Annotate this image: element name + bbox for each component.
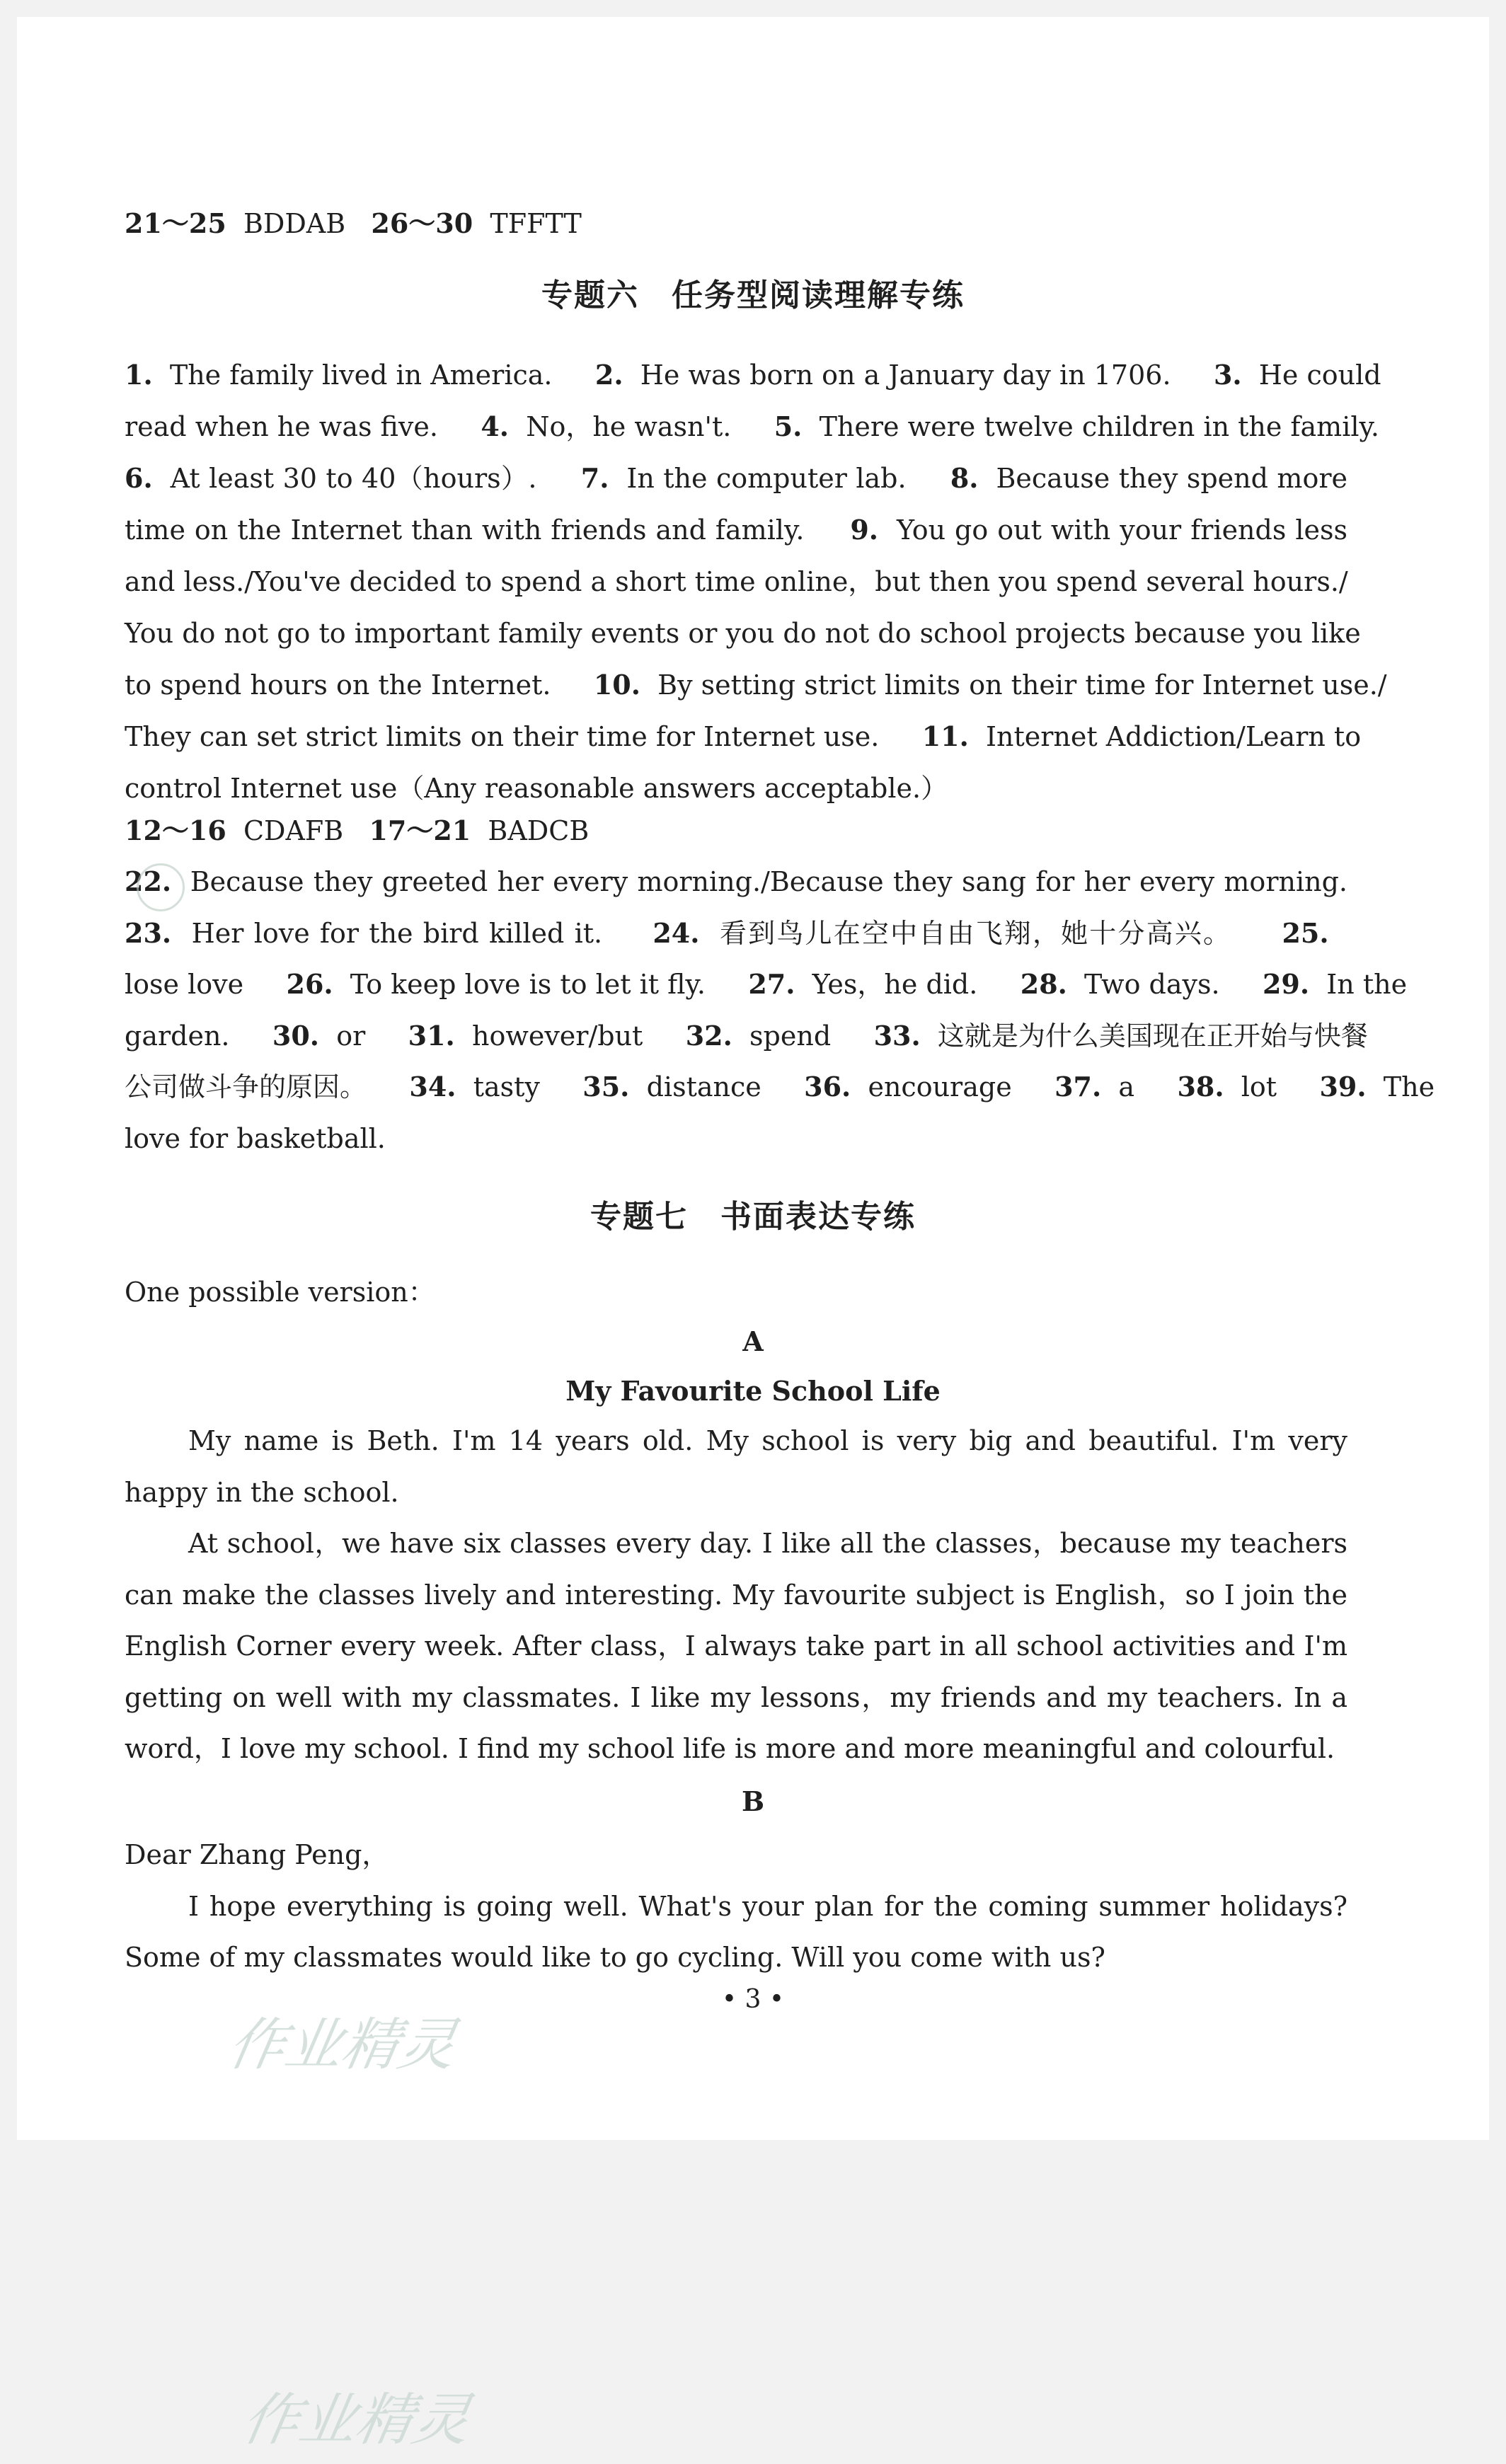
answer-text: love for basketball.	[125, 1122, 386, 1154]
question-number: 30.	[272, 1019, 320, 1052]
intro-text: One possible version：	[125, 1277, 435, 1308]
answer-text: Because they greeted her every morning./Because they sang for her every morning.	[190, 866, 1347, 897]
watermark: 作业精灵	[223, 2012, 461, 2078]
answer-item	[125, 566, 1348, 597]
answer-item	[950, 463, 1347, 494]
answer-text: At least 30 to 40（hours）.	[170, 463, 537, 494]
answer-line	[125, 863, 1347, 900]
answer-text: lose love	[125, 969, 244, 1000]
answer-line	[125, 1069, 1435, 1105]
essay-line: Dear Zhang Peng，	[125, 1839, 389, 1870]
answer-item	[287, 969, 706, 1000]
essay-b-label: B	[741, 1785, 765, 1817]
question-number: 22.	[125, 865, 172, 897]
question-number: 36.	[804, 1071, 851, 1103]
answer-text: In the computer lab.	[626, 463, 907, 494]
answer-item	[1177, 1071, 1277, 1103]
answer-item	[125, 463, 536, 494]
question-number: 31.	[408, 1019, 455, 1052]
answer-item	[125, 359, 553, 391]
answer-text: The	[1383, 1071, 1435, 1103]
answer-text: control Internet use（Any reasonable answers acceptable.）	[125, 773, 948, 804]
answer-line	[125, 966, 1408, 1003]
question-number: 7.	[580, 462, 609, 494]
answer-text: 这就是为什么美国现在正开始与快餐	[937, 1020, 1368, 1052]
answer-text: Two days.	[1084, 969, 1220, 1000]
question-number: 38.	[1177, 1071, 1224, 1103]
answer-item	[125, 411, 438, 442]
answer-text: They can set strict limits on their time for Internet use.	[125, 721, 880, 752]
answer-item	[850, 514, 1347, 546]
answer-item	[922, 721, 1361, 752]
answers-12-21: 12～16 CDAFB 17～21 BADCB	[125, 814, 590, 846]
answer-item	[1021, 969, 1220, 1000]
question-number: 24.	[653, 916, 700, 949]
answer-line	[125, 915, 1347, 952]
answer-text: to spend hours on the Internet.	[125, 669, 551, 701]
answer-item	[125, 721, 879, 752]
answer-item	[272, 1020, 365, 1052]
answer-text: He was born on a January day in 1706.	[640, 359, 1171, 391]
page-number: • 3 •	[721, 1985, 785, 2014]
question-number: 39.	[1319, 1071, 1367, 1103]
essay-line: can make the classes lively and interesting. My favourite subject is English，so I join the	[125, 1579, 1347, 1611]
answer-text: distance	[646, 1071, 761, 1103]
answer-text: 公司做斗争的原因。	[125, 1071, 367, 1103]
question-number: 32.	[685, 1019, 732, 1052]
question-number: 9.	[850, 514, 878, 546]
answer-text: spend	[749, 1020, 832, 1052]
answer-text: You do not go to important family events or you do not do school projects because you like	[125, 618, 1361, 649]
answer-text: 看到鸟儿在空中自由飞翔，她十分高兴。	[720, 917, 1232, 949]
answer-item	[686, 1020, 831, 1052]
question-number: 28.	[1020, 968, 1067, 1000]
answer-item	[125, 514, 804, 546]
answer-text: You go out with your friends less	[896, 514, 1347, 546]
answer-line	[125, 357, 1381, 393]
answer-text: however/but	[471, 1020, 643, 1052]
essay-line: Some of my classmates would like to go cycling. Will you come with us?	[125, 1942, 1105, 1973]
answer-text: Because they spend more	[996, 463, 1347, 494]
answer-item	[125, 669, 551, 701]
essay-line: getting on well with my classmates. I like my lessons，my friends and my teachers. In a	[125, 1681, 1347, 1713]
question-number: 26.	[286, 968, 333, 1000]
answer-item	[125, 1020, 230, 1052]
essay-line: I hope everything is going well. What's your plan for the coming summer holidays?	[188, 1890, 1347, 1922]
answer-text: Internet Addiction/Learn to	[986, 721, 1362, 752]
answer-item	[582, 1071, 761, 1103]
answer-item	[594, 669, 1387, 701]
answer-text: The family lived in America.	[169, 359, 553, 391]
question-number: 5.	[774, 410, 803, 442]
answer-text: or	[336, 1020, 366, 1052]
answer-line	[125, 1120, 1347, 1157]
question-number: 27.	[748, 968, 795, 1000]
answer-item	[1263, 969, 1407, 1000]
answer-line	[125, 615, 1361, 652]
answer-text: There were twelve children in the family.	[819, 411, 1379, 442]
answer-item	[125, 618, 1361, 649]
answer-text: By setting strict limits on their time for Internet use./	[657, 669, 1387, 701]
question-number: 3.	[1213, 359, 1242, 391]
answer-item	[1214, 359, 1381, 391]
question-number: 10.	[593, 669, 640, 701]
answer-line	[125, 563, 1347, 600]
answer-text: Her love for the bird killed it.	[191, 917, 603, 949]
essay-line: English Corner every week. After class，I always take part in all school activities and I'm	[125, 1630, 1347, 1662]
answer-text: Yes，he did.	[812, 969, 978, 1000]
answer-text: garden.	[125, 1020, 230, 1052]
question-number: 2.	[594, 359, 623, 391]
answer-line	[125, 667, 1387, 703]
answer-text: No，he wasn't.	[526, 411, 732, 442]
question-number: 11.	[921, 720, 969, 752]
answer-item	[125, 773, 948, 804]
answer-line	[125, 1018, 1368, 1054]
answer-item	[125, 918, 602, 949]
question-number: 34.	[409, 1071, 456, 1103]
answer-item	[481, 411, 731, 442]
answer-item	[1319, 1071, 1435, 1103]
essay-a-label: A	[742, 1325, 764, 1357]
answer-item	[774, 411, 1379, 442]
answer-item	[125, 1071, 367, 1103]
answer-item	[125, 866, 1347, 897]
answer-item	[581, 463, 907, 494]
answer-text: a	[1118, 1071, 1135, 1103]
question-number: 25.	[1282, 916, 1329, 949]
answer-text: To keep love is to let it fly.	[350, 969, 706, 1000]
essay-line: word，I love my school. I find my school life is more and more meaningful and colourful.	[125, 1733, 1335, 1764]
answer-text: He could	[1258, 359, 1381, 391]
section7-title: 专题七 书面表达专练	[590, 1199, 916, 1235]
watermark-stamp	[137, 863, 185, 911]
question-number: 37.	[1054, 1071, 1102, 1103]
answer-item	[409, 1071, 539, 1103]
question-number: 33.	[873, 1019, 921, 1052]
answer-item	[408, 1020, 643, 1052]
answer-line	[125, 718, 1362, 755]
answers-21-30: 21～25 BDDAB 26～30 TFFTT	[125, 207, 582, 239]
answer-line	[125, 512, 1347, 548]
question-number: 6.	[125, 462, 153, 494]
answer-item	[1282, 918, 1347, 949]
answer-item	[804, 1071, 1012, 1103]
watermark-lower: 作业精灵	[237, 2387, 476, 2453]
answer-line	[125, 408, 1379, 445]
answer-text: and less./You've decided to spend a short time online，but then you spend several hours./	[125, 566, 1348, 597]
answer-text: In the	[1326, 969, 1408, 1000]
section6-title: 专题六 任务型阅读理解专练	[541, 277, 965, 313]
essay-line: My name is Beth. I'm 14 years old. My school is very big and beautiful. I'm very	[188, 1425, 1347, 1456]
question-number: 1.	[125, 359, 153, 391]
answer-line	[125, 460, 1347, 497]
essay-line: happy in the school.	[125, 1476, 399, 1508]
answer-text: time on the Internet than with friends and family.	[125, 514, 805, 546]
answer-text: lot	[1241, 1071, 1277, 1103]
answer-item	[653, 918, 1231, 949]
answer-item	[748, 969, 977, 1000]
answer-item	[595, 359, 1171, 391]
answer-line	[125, 770, 1347, 807]
question-number: 23.	[125, 916, 172, 949]
question-number: 4.	[481, 410, 510, 442]
answer-text: read when he was five.	[125, 411, 438, 442]
question-number: 35.	[582, 1071, 630, 1103]
answer-item	[1054, 1071, 1134, 1103]
answer-text: tasty	[473, 1071, 540, 1103]
answer-item	[874, 1020, 1368, 1052]
essay-a-title: My Favourite School Life	[565, 1375, 941, 1407]
question-number: 8.	[950, 462, 979, 494]
answer-item	[125, 969, 243, 1000]
essay-line: At school，we have six classes every day. I like all the classes，because my teachers	[188, 1528, 1347, 1559]
answer-text: encourage	[868, 1071, 1012, 1103]
question-number: 29.	[1262, 968, 1310, 1000]
answer-item	[125, 1123, 386, 1154]
